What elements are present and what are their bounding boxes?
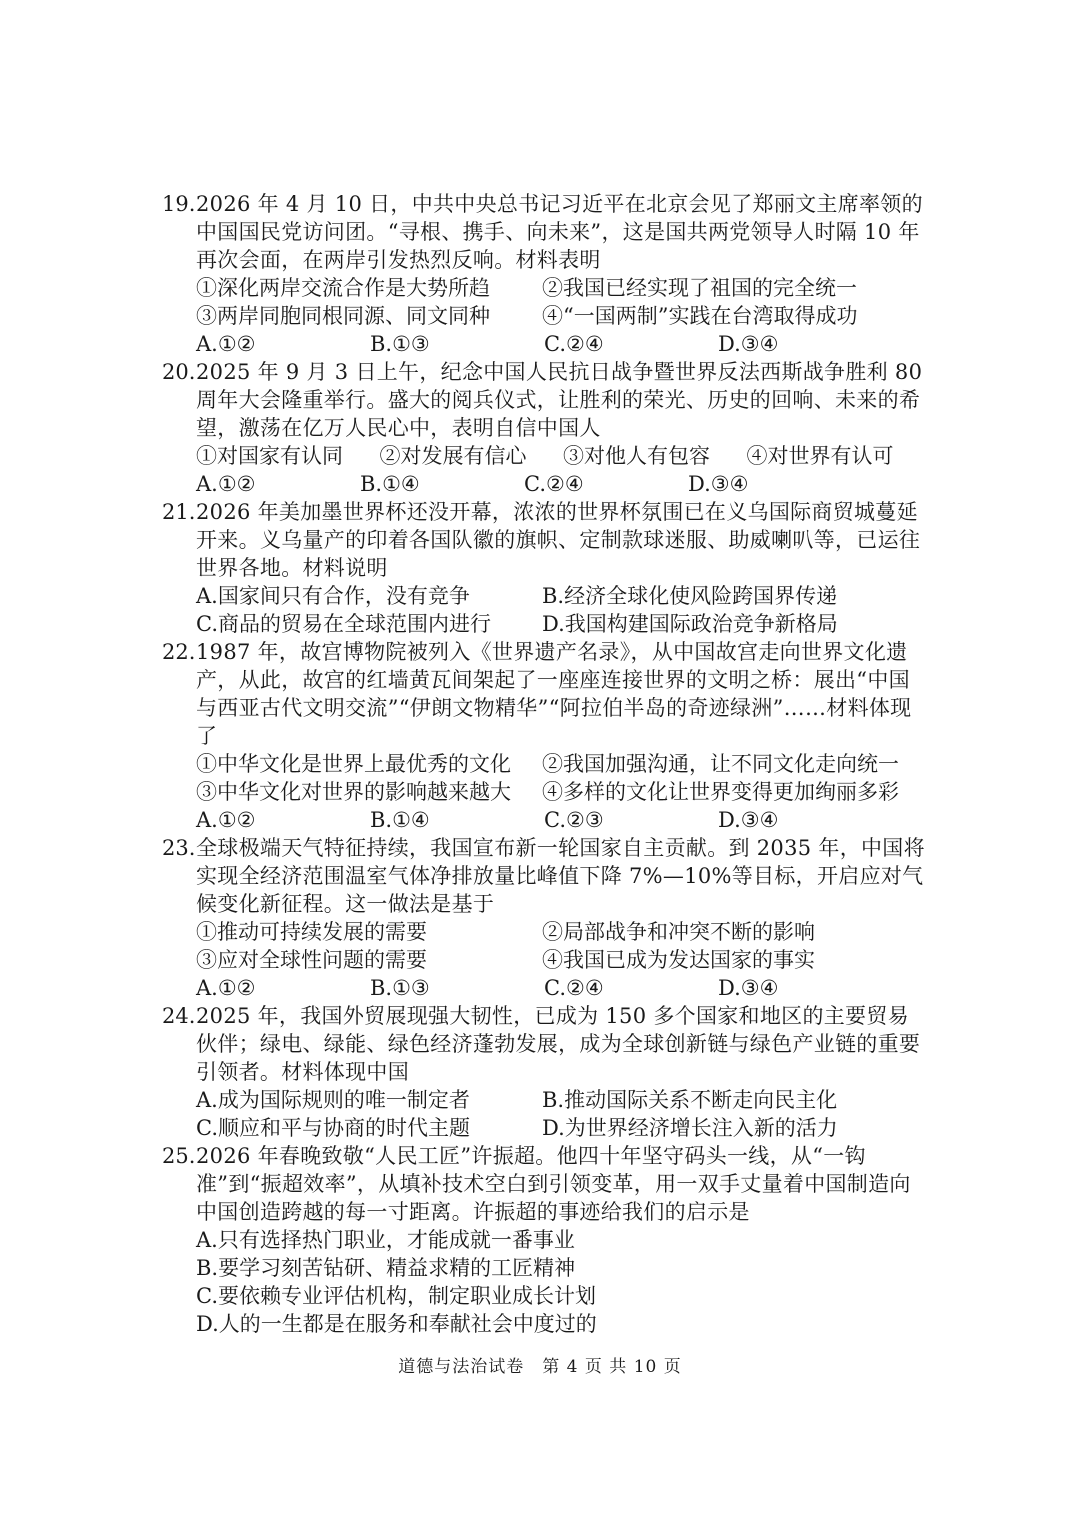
statement-3: ③应对全球性问题的需要 [196,948,427,972]
answer-b[interactable]: B.①③ [370,976,430,1000]
option-c[interactable]: C.顺应和平与协商的时代主题 [196,1116,470,1140]
statement-row [196,918,930,946]
option-b[interactable]: B.推动国际关系不断走向民主化 [542,1088,838,1112]
question-list [0,190,1080,1338]
question-number: 20. [162,360,196,384]
option-row [196,1226,930,1254]
question-23 [0,834,1080,1002]
answer-row [196,806,930,834]
option-a[interactable]: A.只有选择热门职业，才能成就一番事业 [196,1228,575,1252]
statement-3: ③中华文化对世界的影响越来越大 [196,780,511,804]
statement-2: ②局部战争和冲突不断的影响 [542,920,815,944]
answer-c[interactable]: C.②④ [524,472,584,496]
question-21 [0,498,1080,638]
answer-c[interactable]: C.②③ [544,808,604,832]
question-stem: 2025 年 9 月 3 日上午，纪念中国人民抗日战争暨世界反法西斯战争胜利 80 周年大会隆重举行。盛大的阅兵仪式，让胜利的荣光、历史的回响、未来的希望，激荡在亿万人民心中，表明自信中国人 [196,360,923,440]
question-25 [0,1142,1080,1338]
question-number: 21. [162,500,196,524]
option-row [196,582,930,610]
option-row [196,1086,930,1114]
statement-1: ①深化两岸交流合作是大势所趋 [196,276,490,300]
answer-a[interactable]: A.①② [196,472,256,496]
question-stem: 2026 年 4 月 10 日，中共中央总书记习近平在北京会见了郑丽文主席率领的中国国民党访问团。“寻根、携手、向未来”，这是国共两党领导人时隔 10 年再次会面，在两岸引发热烈反响。材料表明 [196,192,923,272]
option-row [196,610,930,638]
answer-row [196,330,930,358]
statement-1: ①推动可持续发展的需要 [196,920,427,944]
question-stem: 2026 年美加墨世界杯还没开幕，浓浓的世界杯氛围已在义乌国际商贸城蔓延开来。义乌量产的印着各国队徽的旗帜、定制款球迷服、助威喇叭等，已运往世界各地。材料说明 [196,500,921,580]
option-row [196,1282,930,1310]
answer-a[interactable]: A.①② [196,332,256,356]
statement-row [196,946,930,974]
answer-d[interactable]: D.③④ [718,808,779,832]
option-b[interactable]: B.经济全球化使风险跨国界传递 [542,584,838,608]
option-a[interactable]: A.成为国际规则的唯一制定者 [196,1088,470,1112]
statement-2: ②我国已经实现了祖国的完全统一 [542,276,857,300]
answer-c[interactable]: C.②④ [544,976,604,1000]
question-20 [0,358,1080,498]
question-24 [0,1002,1080,1142]
statement-row [196,274,930,302]
option-c[interactable]: C.商品的贸易在全球范围内进行 [196,612,491,636]
option-row [196,1310,930,1338]
statement-row [196,778,930,806]
answer-b[interactable]: B.①③ [370,332,430,356]
answer-d[interactable]: D.③④ [718,332,779,356]
answer-c[interactable]: C.②④ [544,332,604,356]
question-stem: 1987 年，故宫博物院被列入《世界遗产名录》，从中国故宫走向世界文化遗产，从此，故宫的红墙黄瓦间架起了一座座连接世界的文明之桥：展出“中国与西亚古代文明交流”“伊朗文物精华”“阿拉伯半岛的奇迹绿洲”……材料体现了 [196,640,912,748]
option-row [196,1114,930,1142]
option-d[interactable]: D.为世界经济增长注入新的活力 [542,1116,838,1140]
option-c[interactable]: C.要依赖专业评估机构，制定职业成长计划 [196,1284,596,1308]
question-22 [0,638,1080,834]
statement-row [196,750,930,778]
answer-a[interactable]: A.①② [196,808,256,832]
option-a[interactable]: A.国家间只有合作，没有竞争 [196,584,470,608]
statement-row [196,442,930,470]
question-stem: 2025 年，我国外贸展现强大韧性，已成为 150 多个国家和地区的主要贸易伙伴；绿电、绿能、绿色经济蓬勃发展，成为全球创新链与绿色产业链的重要引领者。材料体现中国 [196,1004,921,1084]
option-row [196,1254,930,1282]
answer-b[interactable]: B.①④ [360,472,420,496]
statement-1: ①中华文化是世界上最优秀的文化 [196,752,511,776]
question-number: 19. [162,192,196,216]
statement-4: ④对世界有认可 [746,444,894,468]
question-number: 25. [162,1144,196,1168]
statement-3: ③对他人有包容 [563,444,710,468]
statement-4: ④“一国两制”实践在台湾取得成功 [542,304,858,328]
statement-4: ④多样的文化让世界变得更加绚丽多彩 [542,780,899,804]
option-d[interactable]: D.我国构建国际政治竞争新格局 [542,612,838,636]
option-b[interactable]: B.要学习刻苦钻研、精益求精的工匠精神 [196,1256,576,1280]
question-stem: 全球极端天气特征持续，我国宣布新一轮国家自主贡献。到 2035 年，中国将实现全经济范围温室气体净排放量比峰值下降 7%—10%等目标，开启应对气候变化新征程。这一做法是基于 [196,836,925,916]
statement-4: ④我国已成为发达国家的事实 [542,948,815,972]
answer-a[interactable]: A.①② [196,976,256,1000]
answer-row [196,974,930,1002]
statement-1: ①对国家有认同 [196,444,343,468]
page-footer: 道德与法治试卷 第 4 页 共 10 页 [398,1357,682,1377]
answer-d[interactable]: D.③④ [718,976,779,1000]
answer-b[interactable]: B.①④ [370,808,430,832]
question-number: 24. [162,1004,196,1028]
answer-d[interactable]: D.③④ [688,472,749,496]
question-19 [0,190,1080,358]
question-stem: 2026 年春晚致敬“人民工匠”许振超。他四十年坚守码头一线，从“一钩准”到“振超效率”，从填补技术空白到引领变革，用一双手丈量着中国制造向中国创造跨越的每一寸距离。许振超的事迹给我们的启示是 [196,1144,911,1224]
statement-2: ②对发展有信心 [379,444,527,468]
statement-2: ②我国加强沟通，让不同文化走向统一 [542,752,899,776]
question-number: 23. [162,836,196,860]
statement-row [196,302,930,330]
question-number: 22. [162,640,196,664]
statement-3: ③两岸同胞同根同源、同文同种 [196,304,490,328]
answer-row [196,470,930,498]
option-d[interactable]: D.人的一生都是在服务和奉献社会中度过的 [196,1312,597,1336]
